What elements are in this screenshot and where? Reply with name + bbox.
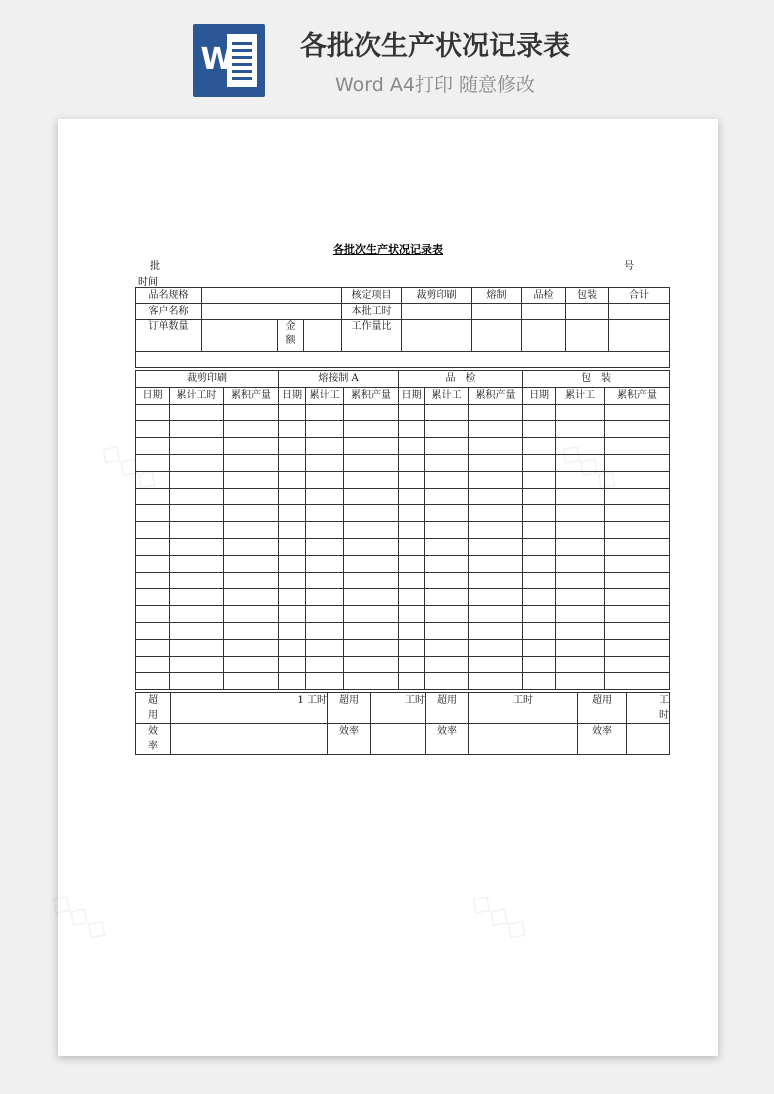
field-overuse-hours-3[interactable]: 工时: [469, 693, 578, 724]
table-cell[interactable]: [523, 421, 556, 438]
table-row: [136, 606, 670, 623]
table-cell[interactable]: [224, 639, 279, 656]
table-row: [136, 471, 670, 488]
table-cell[interactable]: [469, 404, 523, 421]
table-cell[interactable]: [170, 471, 224, 488]
table-cell[interactable]: [425, 522, 469, 539]
table-cell[interactable]: [279, 656, 306, 673]
table-cell[interactable]: [523, 438, 556, 455]
table-cell[interactable]: [306, 505, 344, 522]
table-cell[interactable]: [469, 522, 523, 539]
table-cell[interactable]: [170, 505, 224, 522]
table-cell[interactable]: [136, 673, 170, 690]
table-cell[interactable]: [523, 572, 556, 589]
table-row: [136, 639, 670, 656]
table-cell[interactable]: [136, 656, 170, 673]
table-cell[interactable]: [399, 639, 425, 656]
table-cell[interactable]: [344, 622, 399, 639]
table-cell[interactable]: [306, 555, 344, 572]
table-cell[interactable]: [170, 538, 224, 555]
label-efficiency-4: 效率: [578, 724, 627, 755]
table-cell[interactable]: [170, 639, 224, 656]
table-cell[interactable]: [279, 404, 306, 421]
field-order-qty[interactable]: [202, 320, 278, 352]
label-overuse-2: 超用: [328, 693, 371, 724]
table-cell[interactable]: [399, 656, 425, 673]
info-table: [135, 287, 670, 368]
table-cell[interactable]: [523, 471, 556, 488]
field-total-hours[interactable]: [609, 304, 670, 320]
table-cell[interactable]: [136, 471, 170, 488]
field-overuse-hours-4[interactable]: 工 时: [627, 693, 670, 724]
table-cell[interactable]: [344, 639, 399, 656]
table-cell[interactable]: [224, 656, 279, 673]
table-cell[interactable]: [425, 421, 469, 438]
label-work-ratio: 工作量比: [342, 320, 402, 352]
label-customer: 客户名称: [136, 304, 202, 320]
table-cell[interactable]: [469, 438, 523, 455]
table-cell[interactable]: [556, 471, 605, 488]
table-cell[interactable]: [306, 538, 344, 555]
table-cell[interactable]: [306, 522, 344, 539]
table-cell[interactable]: [136, 639, 170, 656]
label-total: 合计: [609, 288, 670, 304]
table-cell[interactable]: [170, 589, 224, 606]
table-cell[interactable]: [136, 438, 170, 455]
table-cell[interactable]: [399, 606, 425, 623]
field-cut-print-hours[interactable]: [402, 304, 472, 320]
field-qc-hours[interactable]: [522, 304, 566, 320]
section-qc: 品 检: [399, 371, 523, 388]
table-cell[interactable]: [136, 454, 170, 471]
label-qc: 品检: [522, 288, 566, 304]
table-cell[interactable]: [605, 505, 670, 522]
table-cell[interactable]: [136, 622, 170, 639]
table-cell[interactable]: [279, 589, 306, 606]
spacer-row: [136, 352, 670, 368]
label-batch-hours: 本批工时: [342, 304, 402, 320]
table-cell[interactable]: [136, 589, 170, 606]
table-cell[interactable]: [170, 421, 224, 438]
table-row: [136, 673, 670, 690]
table-cell[interactable]: [344, 606, 399, 623]
table-cell[interactable]: [306, 421, 344, 438]
table-cell[interactable]: [605, 454, 670, 471]
table-cell[interactable]: [399, 538, 425, 555]
document-page: [44, 119, 718, 1056]
table-cell[interactable]: [224, 471, 279, 488]
table-cell[interactable]: [399, 505, 425, 522]
table-cell[interactable]: [556, 421, 605, 438]
table-cell[interactable]: [556, 522, 605, 539]
table-cell[interactable]: [306, 454, 344, 471]
table-cell[interactable]: [523, 404, 556, 421]
table-cell[interactable]: [425, 639, 469, 656]
label-overuse: 超 用: [136, 693, 171, 724]
table-cell[interactable]: [344, 589, 399, 606]
label-amount: 金 额: [278, 320, 304, 352]
table-cell[interactable]: [469, 471, 523, 488]
table-cell[interactable]: [170, 438, 224, 455]
field-efficiency-1[interactable]: [171, 724, 328, 755]
table-cell[interactable]: [306, 622, 344, 639]
field-efficiency-2[interactable]: [371, 724, 426, 755]
table-cell[interactable]: [306, 471, 344, 488]
table-row: [136, 538, 670, 555]
table-cell[interactable]: [399, 421, 425, 438]
table-cell[interactable]: [605, 438, 670, 455]
table-cell[interactable]: [224, 421, 279, 438]
table-cell[interactable]: [425, 488, 469, 505]
table-cell[interactable]: [224, 673, 279, 690]
table-cell[interactable]: [136, 404, 170, 421]
table-cell[interactable]: [523, 673, 556, 690]
table-cell[interactable]: [170, 622, 224, 639]
field-customer[interactable]: [202, 304, 342, 320]
table-cell[interactable]: [523, 622, 556, 639]
col-date: 日期: [399, 387, 425, 404]
table-cell[interactable]: [605, 639, 670, 656]
table-cell[interactable]: [469, 488, 523, 505]
label-order-qty: 订单数量: [136, 320, 202, 352]
field-qc-ratio[interactable]: [522, 320, 566, 352]
field-amount[interactable]: [304, 320, 342, 352]
table-cell[interactable]: [523, 589, 556, 606]
table-cell[interactable]: [136, 606, 170, 623]
table-cell[interactable]: [425, 589, 469, 606]
watermark: ◇◇◇: [44, 883, 117, 948]
table-cell[interactable]: [224, 438, 279, 455]
header: [0, 0, 774, 115]
table-cell[interactable]: [605, 522, 670, 539]
table-cell[interactable]: [469, 606, 523, 623]
table-cell[interactable]: [344, 454, 399, 471]
table-cell[interactable]: [224, 572, 279, 589]
table-cell[interactable]: [605, 589, 670, 606]
section-weld: 熔接制 A: [279, 371, 399, 388]
document-title: 各批次生产状况记录表: [333, 243, 443, 256]
table-cell[interactable]: [306, 639, 344, 656]
table-cell[interactable]: [556, 572, 605, 589]
table-cell[interactable]: [556, 606, 605, 623]
table-cell[interactable]: [279, 488, 306, 505]
table-cell[interactable]: [399, 488, 425, 505]
table-cell[interactable]: [344, 438, 399, 455]
table-cell[interactable]: [425, 673, 469, 690]
table-cell[interactable]: [556, 505, 605, 522]
table-row: [136, 522, 670, 539]
table-cell[interactable]: [224, 488, 279, 505]
table-cell[interactable]: [279, 555, 306, 572]
table-cell[interactable]: [469, 555, 523, 572]
table-cell[interactable]: [425, 404, 469, 421]
table-cell[interactable]: [469, 622, 523, 639]
col-hours: 累计工: [306, 387, 344, 404]
table-cell[interactable]: [605, 488, 670, 505]
word-letter: W: [200, 42, 234, 77]
field-pack-ratio[interactable]: [566, 320, 609, 352]
table-cell[interactable]: [425, 622, 469, 639]
table-cell[interactable]: [170, 606, 224, 623]
col-output: 累积产量: [469, 387, 523, 404]
table-cell[interactable]: [556, 454, 605, 471]
table-cell[interactable]: [306, 589, 344, 606]
label-cut-print: 裁剪印刷: [402, 288, 472, 304]
table-row: [136, 622, 670, 639]
table-cell[interactable]: [469, 454, 523, 471]
table-cell[interactable]: [605, 404, 670, 421]
label-check-item: 核定项目: [342, 288, 402, 304]
table-cell[interactable]: [136, 522, 170, 539]
table-cell[interactable]: [425, 454, 469, 471]
table-cell[interactable]: [344, 555, 399, 572]
table-cell[interactable]: [556, 538, 605, 555]
table-cell[interactable]: [523, 639, 556, 656]
table-cell[interactable]: [170, 555, 224, 572]
label-efficiency: 效 率: [136, 724, 171, 755]
table-row: [136, 421, 670, 438]
label-efficiency-3: 效率: [426, 724, 469, 755]
table-cell[interactable]: [224, 505, 279, 522]
table-cell[interactable]: [399, 555, 425, 572]
table-cell[interactable]: [136, 488, 170, 505]
table-cell[interactable]: [425, 538, 469, 555]
table-cell[interactable]: [224, 404, 279, 421]
table-row: [136, 438, 670, 455]
table-cell[interactable]: [136, 505, 170, 522]
table-cell[interactable]: [399, 404, 425, 421]
table-cell[interactable]: [605, 656, 670, 673]
col-output: 累积产量: [344, 387, 399, 404]
table-cell[interactable]: [469, 505, 523, 522]
table-cell[interactable]: [344, 673, 399, 690]
table-cell[interactable]: [170, 572, 224, 589]
col-hours: 累计工时: [170, 387, 224, 404]
table-row: [136, 404, 670, 421]
table-cell[interactable]: [523, 488, 556, 505]
table-cell[interactable]: [279, 421, 306, 438]
table-cell[interactable]: [306, 673, 344, 690]
field-overuse-hours-2[interactable]: 工时: [371, 693, 426, 724]
table-cell[interactable]: [279, 572, 306, 589]
table-cell[interactable]: [170, 404, 224, 421]
watermark: ◇◇◇: [554, 433, 627, 498]
table-cell[interactable]: [425, 471, 469, 488]
table-cell[interactable]: [425, 656, 469, 673]
table-cell[interactable]: [605, 555, 670, 572]
col-date: 日期: [279, 387, 306, 404]
table-cell[interactable]: [556, 488, 605, 505]
table-cell[interactable]: [556, 555, 605, 572]
label-efficiency-2: 效率: [328, 724, 371, 755]
table-cell[interactable]: [556, 656, 605, 673]
time-label: 时间: [138, 277, 158, 288]
table-cell[interactable]: [136, 421, 170, 438]
watermark: ◇◇◇: [94, 433, 167, 498]
footer-table: [135, 692, 670, 755]
table-cell[interactable]: [425, 606, 469, 623]
field-pack-hours[interactable]: [566, 304, 609, 320]
col-date: 日期: [523, 387, 556, 404]
table-cell[interactable]: [224, 606, 279, 623]
table-cell[interactable]: [344, 505, 399, 522]
page-subtitle: Word A4打印 随意修改: [334, 74, 535, 96]
field-total-ratio[interactable]: [609, 320, 670, 352]
table-cell[interactable]: [399, 438, 425, 455]
table-cell[interactable]: [469, 589, 523, 606]
field-cut-print-ratio[interactable]: [402, 320, 472, 352]
table-cell[interactable]: [224, 454, 279, 471]
table-cell[interactable]: [306, 488, 344, 505]
table-cell[interactable]: [306, 572, 344, 589]
word-icon: [193, 24, 265, 97]
table-row: [136, 454, 670, 471]
col-hours: 累计工: [425, 387, 469, 404]
col-hours: 累计工: [556, 387, 605, 404]
table-cell[interactable]: [556, 639, 605, 656]
table-cell[interactable]: [344, 471, 399, 488]
table-cell[interactable]: [425, 572, 469, 589]
col-date: 日期: [136, 387, 170, 404]
table-row: [136, 488, 670, 505]
table-cell[interactable]: [605, 538, 670, 555]
table-cell[interactable]: [279, 505, 306, 522]
table-cell[interactable]: [136, 572, 170, 589]
table-cell[interactable]: [523, 454, 556, 471]
table-cell[interactable]: [279, 454, 306, 471]
table-cell[interactable]: [344, 421, 399, 438]
field-efficiency-3[interactable]: [469, 724, 578, 755]
table-cell[interactable]: [279, 673, 306, 690]
label-overuse-4: 超用: [578, 693, 627, 724]
table-cell[interactable]: [136, 555, 170, 572]
table-cell[interactable]: [136, 538, 170, 555]
batch-label: 批: [150, 261, 160, 272]
table-cell[interactable]: [523, 522, 556, 539]
table-cell[interactable]: [344, 488, 399, 505]
table-cell[interactable]: [469, 639, 523, 656]
table-cell[interactable]: [224, 555, 279, 572]
table-cell[interactable]: [170, 454, 224, 471]
table-row: [136, 656, 670, 673]
watermark: ◇◇◇: [464, 883, 537, 948]
table-cell[interactable]: [344, 538, 399, 555]
table-cell[interactable]: [224, 589, 279, 606]
table-cell[interactable]: [224, 538, 279, 555]
table-cell[interactable]: [556, 589, 605, 606]
table-cell[interactable]: [605, 421, 670, 438]
table-cell[interactable]: [523, 606, 556, 623]
table-cell[interactable]: [469, 673, 523, 690]
table-cell[interactable]: [399, 572, 425, 589]
col-output: 累积产量: [605, 387, 670, 404]
table-cell[interactable]: [279, 522, 306, 539]
table-cell[interactable]: [605, 673, 670, 690]
field-weld-hours[interactable]: [472, 304, 522, 320]
table-cell[interactable]: [306, 606, 344, 623]
section-cut-print: 裁剪印刷: [136, 371, 279, 388]
field-product-spec[interactable]: [202, 288, 342, 304]
table-cell[interactable]: [556, 622, 605, 639]
table-cell[interactable]: [224, 622, 279, 639]
table-cell[interactable]: [170, 488, 224, 505]
table-cell[interactable]: [399, 589, 425, 606]
table-cell[interactable]: [344, 522, 399, 539]
table-row: [136, 555, 670, 572]
table-cell[interactable]: [344, 572, 399, 589]
table-cell[interactable]: [425, 555, 469, 572]
number-label: 号: [624, 261, 634, 272]
table-row: [136, 589, 670, 606]
table-cell[interactable]: [170, 656, 224, 673]
label-overuse-3: 超用: [426, 693, 469, 724]
table-cell[interactable]: [556, 438, 605, 455]
table-cell[interactable]: [306, 404, 344, 421]
table-cell[interactable]: [425, 505, 469, 522]
col-output: 累积产量: [224, 387, 279, 404]
table-cell[interactable]: [279, 471, 306, 488]
table-cell[interactable]: [279, 639, 306, 656]
table-cell[interactable]: [344, 656, 399, 673]
table-cell[interactable]: [469, 421, 523, 438]
table-cell[interactable]: [523, 505, 556, 522]
table-cell[interactable]: [556, 673, 605, 690]
table-cell[interactable]: [523, 656, 556, 673]
table-cell[interactable]: [469, 572, 523, 589]
table-cell[interactable]: [279, 622, 306, 639]
table-cell[interactable]: [279, 538, 306, 555]
table-cell[interactable]: [605, 622, 670, 639]
table-cell[interactable]: [279, 438, 306, 455]
field-weld-ratio[interactable]: [472, 320, 522, 352]
table-cell[interactable]: [605, 471, 670, 488]
label-product-spec: 品名规格: [136, 288, 202, 304]
table-cell[interactable]: [279, 606, 306, 623]
table-row: [136, 505, 670, 522]
field-overuse-hours-1[interactable]: 1 工时: [171, 693, 328, 724]
table-cell[interactable]: [170, 673, 224, 690]
table-cell[interactable]: [523, 555, 556, 572]
field-efficiency-4[interactable]: [627, 724, 670, 755]
table-cell[interactable]: [605, 572, 670, 589]
table-cell[interactable]: [523, 538, 556, 555]
table-cell[interactable]: [605, 606, 670, 623]
table-cell[interactable]: [556, 404, 605, 421]
table-cell[interactable]: [469, 538, 523, 555]
table-cell[interactable]: [224, 522, 279, 539]
table-cell[interactable]: [306, 656, 344, 673]
table-cell[interactable]: [469, 656, 523, 673]
table-cell[interactable]: [399, 673, 425, 690]
record-grid: [135, 370, 670, 690]
table-cell[interactable]: [399, 622, 425, 639]
table-row: [136, 572, 670, 589]
table-cell[interactable]: [399, 522, 425, 539]
label-pack: 包装: [566, 288, 609, 304]
table-cell[interactable]: [170, 522, 224, 539]
page-title: 各批次生产状况记录表: [300, 31, 570, 62]
table-cell[interactable]: [344, 404, 399, 421]
table-cell[interactable]: [306, 438, 344, 455]
table-cell[interactable]: [425, 438, 469, 455]
table-cell[interactable]: [399, 454, 425, 471]
section-pack: 包 装: [523, 371, 670, 388]
label-weld: 熔制: [472, 288, 522, 304]
table-cell[interactable]: [399, 471, 425, 488]
